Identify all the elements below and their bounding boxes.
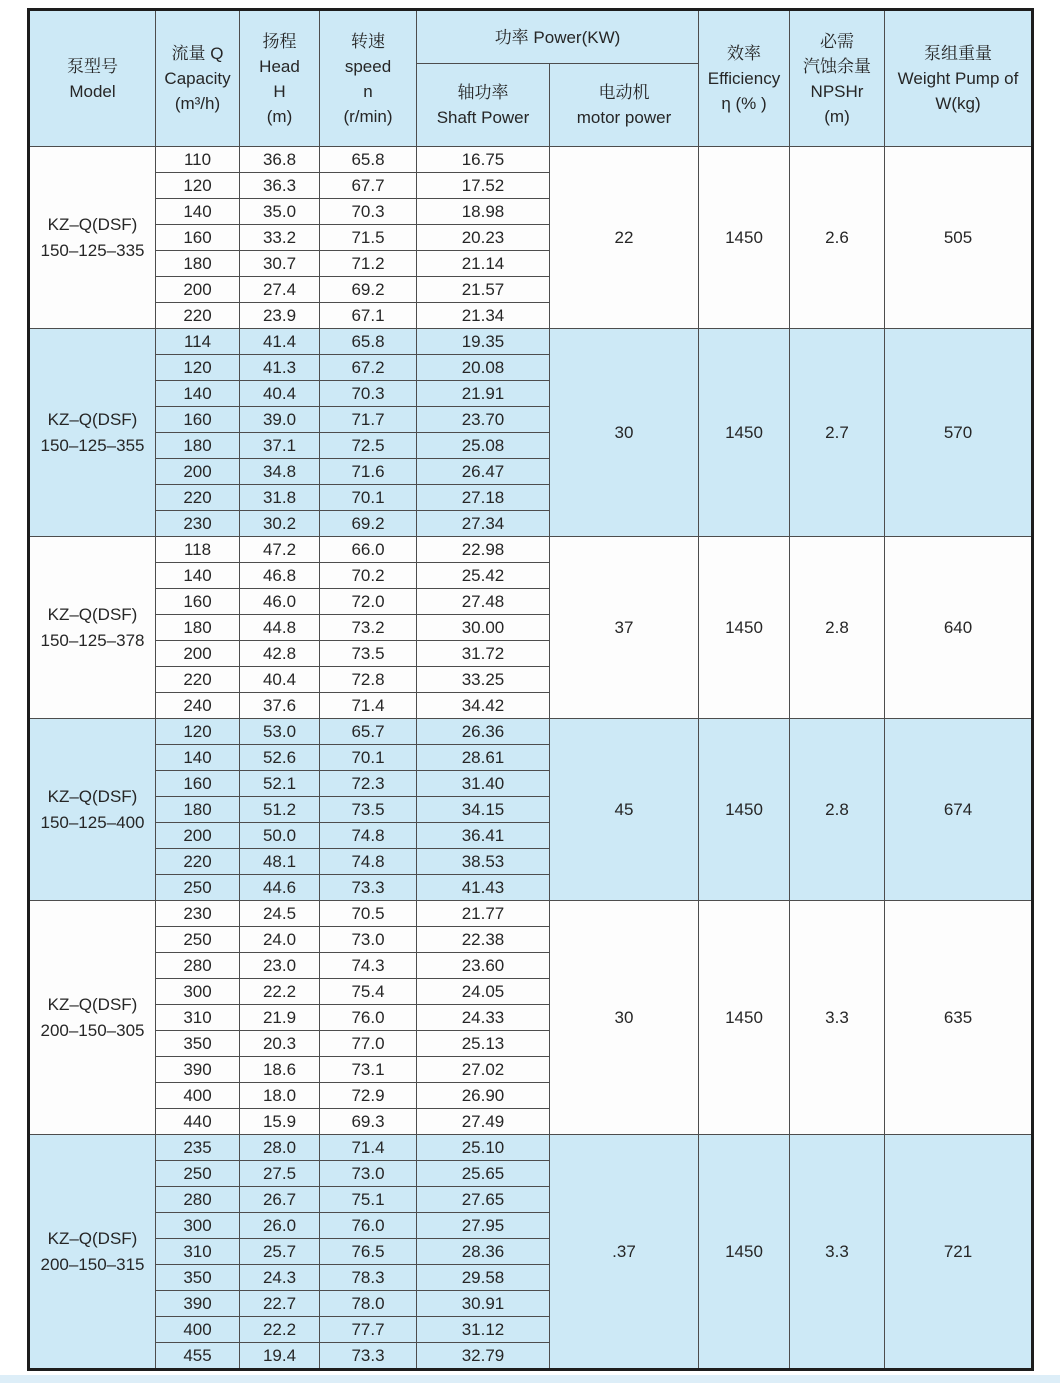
shaft-power-cell: 18.98 <box>417 199 550 225</box>
shaft-power-cell: 28.61 <box>417 745 550 771</box>
capacity-cell: 200 <box>156 277 240 303</box>
head-cell: 39.0 <box>240 407 320 433</box>
head-cell: 41.3 <box>240 355 320 381</box>
head-cell: 53.0 <box>240 719 320 745</box>
speed-header-zh: 转速 <box>351 31 385 51</box>
shaft-power-cell: 25.08 <box>417 433 550 459</box>
capacity-cell: 220 <box>156 303 240 329</box>
weight-header-zh: 泵组重量 <box>924 44 992 63</box>
speed-cell: 71.5 <box>320 225 417 251</box>
capacity-cell: 220 <box>156 667 240 693</box>
weight-cell: 640 <box>885 537 1033 719</box>
head-cell: 27.5 <box>240 1161 320 1187</box>
head-cell: 24.0 <box>240 927 320 953</box>
capacity-cell: 230 <box>156 511 240 537</box>
shaft-power-cell: 22.98 <box>417 537 550 563</box>
weight-header-unit: W(kg) <box>935 94 981 113</box>
head-header-zh: 扬程 <box>262 31 297 51</box>
speed-cell: 70.5 <box>320 901 417 927</box>
shaft-power-cell: 30.00 <box>417 615 550 641</box>
capacity-cell: 118 <box>156 537 240 563</box>
weight-cell: 570 <box>885 329 1033 537</box>
speed-cell: 73.3 <box>320 875 417 901</box>
capacity-cell: 140 <box>156 745 240 771</box>
capacity-header-en: Capacity <box>164 69 231 88</box>
speed-cell: 67.7 <box>320 173 417 199</box>
shaft-power-cell: 29.58 <box>417 1265 550 1291</box>
shaft-power-cell: 24.33 <box>417 1005 550 1031</box>
capacity-cell: 250 <box>156 1161 240 1187</box>
table-row <box>29 329 1033 355</box>
speed-cell: 74.8 <box>320 823 417 849</box>
shaft-power-cell: 27.95 <box>417 1213 550 1239</box>
speed-cell: 70.3 <box>320 199 417 225</box>
head-cell: 37.1 <box>240 433 320 459</box>
speed-header-unit: (r/min) <box>343 106 393 126</box>
efficiency-cell: 1450 <box>699 1135 790 1370</box>
head-cell: 40.4 <box>240 381 320 407</box>
efficiency-header-en: Efficiency <box>707 69 781 88</box>
motor-power-cell: .37 <box>550 1135 699 1370</box>
speed-cell: 65.8 <box>320 329 417 355</box>
motor-power-cell: 45 <box>550 719 699 901</box>
efficiency-cell: 1450 <box>699 537 790 719</box>
col-header-power <box>417 10 699 64</box>
shaft-power-cell: 31.72 <box>417 641 550 667</box>
shaft-power-cell: 33.25 <box>417 667 550 693</box>
model-cell <box>29 329 156 537</box>
speed-cell: 78.0 <box>320 1291 417 1317</box>
capacity-cell: 160 <box>156 589 240 615</box>
speed-cell: 75.4 <box>320 979 417 1005</box>
head-cell: 52.6 <box>240 745 320 771</box>
col-header-efficiency <box>699 10 790 147</box>
motor-power-cell: 30 <box>550 329 699 537</box>
model-line1: KZ–Q(DSF) <box>47 1228 138 1248</box>
shaft-power-cell: 31.12 <box>417 1317 550 1343</box>
shaft-power-cell: 27.02 <box>417 1057 550 1083</box>
head-cell: 50.0 <box>240 823 320 849</box>
shaft-power-cell: 23.70 <box>417 407 550 433</box>
speed-cell: 73.5 <box>320 641 417 667</box>
model-header-en: Model <box>69 81 116 101</box>
head-cell: 27.4 <box>240 277 320 303</box>
col-header-npshr <box>790 10 885 147</box>
capacity-header-unit: (m³/h) <box>174 94 221 113</box>
motor-power-cell: 30 <box>550 901 699 1135</box>
speed-cell: 76.5 <box>320 1239 417 1265</box>
speed-cell: 69.2 <box>320 277 417 303</box>
head-cell: 19.4 <box>240 1343 320 1370</box>
col-header-motor-power <box>550 64 699 147</box>
npshr-header-en: NPSHr <box>810 81 864 101</box>
speed-cell: 72.5 <box>320 433 417 459</box>
weight-cell: 635 <box>885 901 1033 1135</box>
head-cell: 34.8 <box>240 459 320 485</box>
capacity-cell: 455 <box>156 1343 240 1370</box>
head-header-unit: (m) <box>266 106 293 126</box>
head-cell: 24.3 <box>240 1265 320 1291</box>
capacity-cell: 240 <box>156 693 240 719</box>
speed-cell: 73.0 <box>320 927 417 953</box>
speed-cell: 78.3 <box>320 1265 417 1291</box>
capacity-cell: 110 <box>156 147 240 173</box>
head-cell: 35.0 <box>240 199 320 225</box>
capacity-cell: 114 <box>156 329 240 355</box>
head-cell: 36.8 <box>240 147 320 173</box>
speed-cell: 73.3 <box>320 1343 417 1370</box>
efficiency-cell: 1450 <box>699 147 790 329</box>
head-cell: 18.0 <box>240 1083 320 1109</box>
capacity-cell: 140 <box>156 199 240 225</box>
shaft-power-cell: 41.43 <box>417 875 550 901</box>
capacity-cell: 220 <box>156 849 240 875</box>
shaft-power-cell: 36.41 <box>417 823 550 849</box>
speed-cell: 65.8 <box>320 147 417 173</box>
shaft-power-cell: 19.35 <box>417 329 550 355</box>
shaft-power-cell: 25.13 <box>417 1031 550 1057</box>
speed-cell: 70.3 <box>320 381 417 407</box>
head-header-en: Head <box>259 56 300 76</box>
capacity-cell: 440 <box>156 1109 240 1135</box>
shaft-power-cell: 21.34 <box>417 303 550 329</box>
shaft-power-cell: 21.57 <box>417 277 550 303</box>
head-cell: 46.0 <box>240 589 320 615</box>
npshr-cell: 2.8 <box>790 719 885 901</box>
shaft-power-cell: 27.48 <box>417 589 550 615</box>
model-line1: KZ–Q(DSF) <box>47 994 138 1014</box>
col-header-weight <box>885 10 1033 147</box>
motor-power-header-zh: 电动机 <box>598 83 650 102</box>
col-header-speed <box>320 10 417 147</box>
head-cell: 22.2 <box>240 1317 320 1343</box>
capacity-cell: 180 <box>156 433 240 459</box>
capacity-cell: 300 <box>156 979 240 1005</box>
model-cell <box>29 901 156 1135</box>
head-cell: 20.3 <box>240 1031 320 1057</box>
efficiency-header-zh: 效率 <box>727 44 761 63</box>
col-header-capacity <box>156 10 240 147</box>
capacity-cell: 200 <box>156 641 240 667</box>
speed-cell: 72.3 <box>320 771 417 797</box>
speed-cell: 71.2 <box>320 251 417 277</box>
col-header-head <box>240 10 320 147</box>
head-cell: 48.1 <box>240 849 320 875</box>
shaft-power-cell: 25.65 <box>417 1161 550 1187</box>
shaft-power-cell: 20.08 <box>417 355 550 381</box>
page-bottom-strip <box>0 1375 1060 1383</box>
shaft-power-cell: 27.34 <box>417 511 550 537</box>
speed-cell: 73.1 <box>320 1057 417 1083</box>
head-cell: 23.0 <box>240 953 320 979</box>
head-cell: 44.6 <box>240 875 320 901</box>
capacity-cell: 350 <box>156 1031 240 1057</box>
head-cell: 33.2 <box>240 225 320 251</box>
model-line1: KZ–Q(DSF) <box>47 604 138 624</box>
efficiency-header-sym: η (% ) <box>721 94 767 113</box>
shaft-power-cell: 26.47 <box>417 459 550 485</box>
npshr-cell: 2.7 <box>790 329 885 537</box>
shaft-power-cell: 16.75 <box>417 147 550 173</box>
capacity-cell: 180 <box>156 615 240 641</box>
model-header-zh: 泵型号 <box>67 56 118 76</box>
shaft-power-cell: 26.90 <box>417 1083 550 1109</box>
head-cell: 30.7 <box>240 251 320 277</box>
capacity-cell: 310 <box>156 1005 240 1031</box>
model-line2: 200–150–315 <box>40 1254 145 1274</box>
speed-cell: 71.4 <box>320 1135 417 1161</box>
speed-cell: 76.0 <box>320 1005 417 1031</box>
capacity-cell: 280 <box>156 953 240 979</box>
shaft-power-cell: 23.60 <box>417 953 550 979</box>
speed-cell: 76.0 <box>320 1213 417 1239</box>
capacity-cell: 160 <box>156 771 240 797</box>
capacity-cell: 140 <box>156 381 240 407</box>
head-header-sym: H <box>273 81 286 101</box>
shaft-power-cell: 21.14 <box>417 251 550 277</box>
head-cell: 30.2 <box>240 511 320 537</box>
speed-cell: 69.3 <box>320 1109 417 1135</box>
head-cell: 18.6 <box>240 1057 320 1083</box>
shaft-power-cell: 27.18 <box>417 485 550 511</box>
capacity-cell: 235 <box>156 1135 240 1161</box>
head-cell: 46.8 <box>240 563 320 589</box>
speed-cell: 74.3 <box>320 953 417 979</box>
motor-power-cell: 37 <box>550 537 699 719</box>
shaft-power-cell: 31.40 <box>417 771 550 797</box>
shaft-power-cell: 27.65 <box>417 1187 550 1213</box>
head-cell: 21.9 <box>240 1005 320 1031</box>
head-cell: 41.4 <box>240 329 320 355</box>
model-line2: 150–125–378 <box>40 630 145 650</box>
speed-header-en: speed <box>344 56 392 76</box>
capacity-cell: 310 <box>156 1239 240 1265</box>
capacity-header-zh: 流量 Q <box>171 44 224 63</box>
shaft-power-cell: 17.52 <box>417 173 550 199</box>
model-line2: 150–125–400 <box>40 812 145 832</box>
shaft-power-header-en: Shaft Power <box>436 108 530 127</box>
capacity-cell: 180 <box>156 251 240 277</box>
speed-cell: 75.1 <box>320 1187 417 1213</box>
table-row <box>29 1135 1033 1161</box>
power-header-label: 功率 Power(KW) <box>494 27 621 47</box>
model-line2: 200–150–305 <box>40 1020 145 1040</box>
head-cell: 23.9 <box>240 303 320 329</box>
speed-cell: 67.2 <box>320 355 417 381</box>
model-cell <box>29 537 156 719</box>
head-cell: 31.8 <box>240 485 320 511</box>
capacity-cell: 120 <box>156 173 240 199</box>
speed-cell: 71.6 <box>320 459 417 485</box>
shaft-power-cell: 24.05 <box>417 979 550 1005</box>
speed-cell: 71.4 <box>320 693 417 719</box>
capacity-cell: 180 <box>156 797 240 823</box>
weight-header-en: Weight Pump of <box>897 69 1019 88</box>
shaft-power-cell: 20.23 <box>417 225 550 251</box>
head-cell: 26.7 <box>240 1187 320 1213</box>
shaft-power-cell: 22.38 <box>417 927 550 953</box>
model-line2: 150–125–355 <box>40 435 145 455</box>
capacity-cell: 230 <box>156 901 240 927</box>
model-line1: KZ–Q(DSF) <box>47 214 138 234</box>
capacity-cell: 250 <box>156 927 240 953</box>
speed-cell: 70.1 <box>320 485 417 511</box>
head-cell: 44.8 <box>240 615 320 641</box>
table-body <box>29 147 1033 1370</box>
head-cell: 22.7 <box>240 1291 320 1317</box>
speed-cell: 70.2 <box>320 563 417 589</box>
pump-spec-table <box>27 8 1034 1371</box>
npshr-header-zh2: 汽蚀余量 <box>803 56 871 76</box>
weight-cell: 674 <box>885 719 1033 901</box>
head-cell: 22.2 <box>240 979 320 1005</box>
capacity-cell: 400 <box>156 1317 240 1343</box>
capacity-cell: 350 <box>156 1265 240 1291</box>
speed-cell: 72.9 <box>320 1083 417 1109</box>
shaft-power-cell: 34.15 <box>417 797 550 823</box>
npshr-cell: 2.6 <box>790 147 885 329</box>
head-cell: 25.7 <box>240 1239 320 1265</box>
head-cell: 52.1 <box>240 771 320 797</box>
npshr-header-unit: (m) <box>824 106 850 126</box>
model-cell <box>29 719 156 901</box>
table-row <box>29 719 1033 745</box>
shaft-power-cell: 25.10 <box>417 1135 550 1161</box>
capacity-cell: 160 <box>156 407 240 433</box>
npshr-cell: 3.3 <box>790 901 885 1135</box>
model-line1: KZ–Q(DSF) <box>47 786 138 806</box>
model-cell <box>29 147 156 329</box>
shaft-power-cell: 38.53 <box>417 849 550 875</box>
col-header-model <box>29 10 156 147</box>
speed-cell: 73.5 <box>320 797 417 823</box>
head-cell: 26.0 <box>240 1213 320 1239</box>
capacity-cell: 300 <box>156 1213 240 1239</box>
capacity-cell: 250 <box>156 875 240 901</box>
efficiency-cell: 1450 <box>699 901 790 1135</box>
speed-cell: 66.0 <box>320 537 417 563</box>
table-row <box>29 901 1033 927</box>
speed-header-sym: n <box>363 81 373 101</box>
shaft-power-header-zh: 轴功率 <box>457 83 509 102</box>
table-row <box>29 147 1033 173</box>
head-cell: 15.9 <box>240 1109 320 1135</box>
npshr-cell: 2.8 <box>790 537 885 719</box>
shaft-power-cell: 30.91 <box>417 1291 550 1317</box>
model-line2: 150–125–335 <box>40 240 145 260</box>
capacity-cell: 220 <box>156 485 240 511</box>
motor-power-cell: 22 <box>550 147 699 329</box>
efficiency-cell: 1450 <box>699 329 790 537</box>
npshr-header-zh1: 必需 <box>820 31 854 51</box>
speed-cell: 77.0 <box>320 1031 417 1057</box>
shaft-power-cell: 25.42 <box>417 563 550 589</box>
capacity-cell: 200 <box>156 823 240 849</box>
weight-cell: 721 <box>885 1135 1033 1370</box>
speed-cell: 74.8 <box>320 849 417 875</box>
speed-cell: 73.2 <box>320 615 417 641</box>
speed-cell: 65.7 <box>320 719 417 745</box>
head-cell: 40.4 <box>240 667 320 693</box>
speed-cell: 69.2 <box>320 511 417 537</box>
model-line1: KZ–Q(DSF) <box>47 409 138 429</box>
capacity-cell: 140 <box>156 563 240 589</box>
capacity-cell: 400 <box>156 1083 240 1109</box>
head-cell: 36.3 <box>240 173 320 199</box>
shaft-power-cell: 28.36 <box>417 1239 550 1265</box>
speed-cell: 71.7 <box>320 407 417 433</box>
capacity-cell: 390 <box>156 1057 240 1083</box>
head-cell: 24.5 <box>240 901 320 927</box>
weight-cell: 505 <box>885 147 1033 329</box>
capacity-cell: 120 <box>156 355 240 381</box>
head-cell: 42.8 <box>240 641 320 667</box>
speed-cell: 73.0 <box>320 1161 417 1187</box>
speed-cell: 72.0 <box>320 589 417 615</box>
shaft-power-cell: 34.42 <box>417 693 550 719</box>
shaft-power-cell: 27.49 <box>417 1109 550 1135</box>
capacity-cell: 390 <box>156 1291 240 1317</box>
capacity-cell: 280 <box>156 1187 240 1213</box>
shaft-power-cell: 32.79 <box>417 1343 550 1370</box>
col-header-shaft-power <box>417 64 550 147</box>
shaft-power-cell: 26.36 <box>417 719 550 745</box>
table-row <box>29 537 1033 563</box>
npshr-cell: 3.3 <box>790 1135 885 1370</box>
speed-cell: 72.8 <box>320 667 417 693</box>
model-cell <box>29 1135 156 1370</box>
head-cell: 51.2 <box>240 797 320 823</box>
capacity-cell: 160 <box>156 225 240 251</box>
speed-cell: 67.1 <box>320 303 417 329</box>
head-cell: 28.0 <box>240 1135 320 1161</box>
motor-power-header-en: motor power <box>576 108 672 127</box>
speed-cell: 70.1 <box>320 745 417 771</box>
head-cell: 37.6 <box>240 693 320 719</box>
head-cell: 47.2 <box>240 537 320 563</box>
shaft-power-cell: 21.77 <box>417 901 550 927</box>
capacity-cell: 200 <box>156 459 240 485</box>
efficiency-cell: 1450 <box>699 719 790 901</box>
speed-cell: 77.7 <box>320 1317 417 1343</box>
capacity-cell: 120 <box>156 719 240 745</box>
shaft-power-cell: 21.91 <box>417 381 550 407</box>
